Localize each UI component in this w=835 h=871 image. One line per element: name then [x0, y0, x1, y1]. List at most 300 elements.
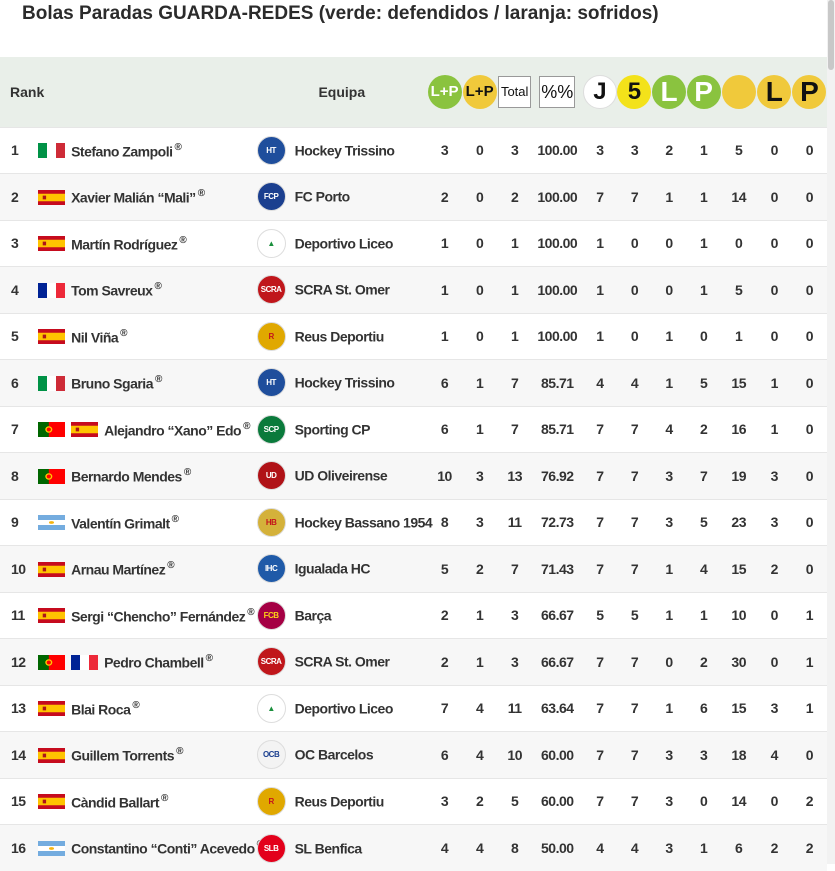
- l-conceded-header[interactable]: [757, 57, 792, 127]
- player-cell[interactable]: [38, 546, 257, 593]
- flag-it-icon: [38, 376, 65, 391]
- five-cell: 7: [617, 406, 651, 453]
- games-cell: 7: [582, 639, 617, 686]
- team-cell[interactable]: [257, 639, 427, 686]
- games-cell: 7: [582, 778, 617, 825]
- lp-defended-cell: 5: [427, 546, 462, 593]
- five-cell: 7: [617, 732, 651, 779]
- team-cell[interactable]: [257, 778, 427, 825]
- p-conceded-cell: 0: [792, 546, 827, 593]
- registered-icon: ®: [167, 560, 174, 571]
- team-cell[interactable]: [257, 174, 427, 221]
- player-cell[interactable]: [38, 778, 257, 825]
- lp-conceded-cell: 3: [462, 453, 497, 500]
- games-cell: 7: [582, 685, 617, 732]
- team-logo-icon: HB: [257, 508, 286, 537]
- team-name[interactable]: SL Benfica: [295, 840, 362, 856]
- lp-defended-cell: 2: [427, 592, 462, 639]
- team-name[interactable]: FC Porto: [295, 189, 350, 205]
- flag-es-icon: [38, 562, 65, 577]
- p-defended-cell: 0: [687, 313, 721, 360]
- games-cell: 7: [582, 546, 617, 593]
- lp-conceded-cell: 3: [462, 499, 497, 546]
- total-cell: 11: [497, 685, 532, 732]
- games-cell: 7: [582, 453, 617, 500]
- registered-icon: ®: [155, 374, 162, 385]
- registered-icon: ®: [179, 235, 186, 246]
- games-cell: 7: [582, 174, 617, 221]
- five-cell: 7: [617, 499, 651, 546]
- p-green-icon: P: [687, 75, 721, 109]
- player-name[interactable]: Bruno Sgaria: [71, 375, 153, 391]
- yellow-cell: 23: [721, 499, 757, 546]
- games-cell: 5: [582, 592, 617, 639]
- team-cell[interactable]: [257, 592, 427, 639]
- lp-defended-cell: 2: [427, 639, 462, 686]
- p-conceded-cell: 2: [792, 778, 827, 825]
- rank-cell: 13: [0, 685, 38, 732]
- lp-defended-cell: 1: [427, 313, 462, 360]
- team-name[interactable]: OC Barcelos: [295, 747, 374, 763]
- lp-green-icon: L+P: [428, 75, 462, 109]
- l-defended-cell: 1: [652, 546, 687, 593]
- pct-cell: 63.64: [532, 685, 582, 732]
- lp-defended-header[interactable]: [427, 57, 462, 127]
- total-header[interactable]: [497, 57, 532, 127]
- lp-conceded-cell: 4: [462, 732, 497, 779]
- scrollbar[interactable]: [827, 0, 835, 864]
- five-cell: 5: [617, 592, 651, 639]
- yellow-cell: 19: [721, 453, 757, 500]
- p-conceded-cell: 1: [792, 592, 827, 639]
- games-cell: 7: [582, 406, 617, 453]
- yellow-cell: 1: [721, 313, 757, 360]
- pct-cell: 71.43: [532, 546, 582, 593]
- five-cell: 3: [617, 127, 651, 174]
- table-row[interactable]: [0, 499, 827, 546]
- p-conceded-cell: 0: [792, 220, 827, 267]
- team-cell[interactable]: [257, 546, 427, 593]
- pct-cell: 100.00: [532, 267, 582, 314]
- yellow-cell: 15: [721, 685, 757, 732]
- registered-icon: ®: [154, 281, 161, 292]
- player-name[interactable]: Martín Rodríguez: [71, 236, 177, 252]
- team-name[interactable]: Deportivo Liceo: [295, 700, 393, 716]
- team-logo-icon: UD: [257, 461, 286, 490]
- l-defended-cell: 2: [652, 127, 687, 174]
- table-row[interactable]: [0, 685, 827, 732]
- flag-es-icon: [38, 236, 65, 251]
- p-defended-cell: 2: [687, 406, 721, 453]
- scrollbar-thumb[interactable]: [828, 0, 834, 70]
- player-cell[interactable]: [38, 127, 257, 174]
- total-cell: 13: [497, 453, 532, 500]
- table-row[interactable]: [0, 546, 827, 593]
- five-cell: 7: [617, 685, 651, 732]
- games-cell: 4: [582, 825, 617, 871]
- p-yellow-icon: P: [792, 75, 826, 109]
- rank-cell: 2: [0, 174, 38, 221]
- team-header[interactable]: Equipa: [257, 57, 427, 127]
- l-defended-cell: 0: [652, 267, 687, 314]
- lp-conceded-cell: 0: [462, 267, 497, 314]
- lp-conceded-cell: 4: [462, 825, 497, 871]
- player-name[interactable]: Bernardo Mendes: [71, 468, 182, 484]
- percent-icon: %%: [539, 76, 575, 108]
- p-defended-cell: 1: [687, 174, 721, 221]
- lp-defended-cell: 6: [427, 360, 462, 407]
- total-cell: 7: [497, 546, 532, 593]
- total-cell: 11: [497, 499, 532, 546]
- flag-es-icon: [38, 190, 65, 205]
- team-name[interactable]: UD Oliveirense: [295, 468, 388, 484]
- l-conceded-cell: 2: [757, 546, 792, 593]
- table-row[interactable]: [0, 267, 827, 314]
- team-logo-icon: SCP: [257, 415, 286, 444]
- team-name[interactable]: Reus Deportiu: [295, 328, 384, 344]
- team-logo-icon: HT: [257, 368, 286, 397]
- pct-cell: 100.00: [532, 313, 582, 360]
- l-defended-cell: 1: [652, 592, 687, 639]
- p-defended-cell: 4: [687, 546, 721, 593]
- player-header: [38, 57, 257, 127]
- total-cell: 3: [497, 639, 532, 686]
- yellow-cell: 15: [721, 546, 757, 593]
- l-defended-header[interactable]: [652, 57, 687, 127]
- l-conceded-cell: 3: [757, 453, 792, 500]
- total-cell: 1: [497, 220, 532, 267]
- team-name[interactable]: Barça: [295, 607, 331, 623]
- p-defended-header[interactable]: [687, 57, 721, 127]
- l-defended-cell: 3: [652, 499, 687, 546]
- player-cell[interactable]: [38, 825, 257, 871]
- total-cell: 3: [497, 127, 532, 174]
- rank-cell: 11: [0, 592, 38, 639]
- flag-pt-icon: [38, 655, 65, 670]
- pct-cell: 76.92: [532, 453, 582, 500]
- player-name[interactable]: Valentín Grimalt: [71, 515, 170, 531]
- five-cell: 7: [617, 174, 651, 221]
- lp-conceded-cell: 1: [462, 592, 497, 639]
- rank-cell: 10: [0, 546, 38, 593]
- total-cell: 7: [497, 406, 532, 453]
- team-cell[interactable]: [257, 685, 427, 732]
- team-name[interactable]: SCRA St. Omer: [295, 654, 390, 670]
- yellow-cell: 14: [721, 778, 757, 825]
- rank-cell: 12: [0, 639, 38, 686]
- l-conceded-cell: 0: [757, 174, 792, 221]
- table-row[interactable]: [0, 639, 827, 686]
- team-logo-icon: ▲: [257, 694, 286, 723]
- player-cell[interactable]: [38, 453, 257, 500]
- player-name[interactable]: Blai Roca: [71, 701, 130, 717]
- team-cell[interactable]: [257, 406, 427, 453]
- registered-icon: ®: [198, 188, 205, 199]
- games-cell: 1: [582, 313, 617, 360]
- l-conceded-cell: 0: [757, 127, 792, 174]
- player-cell[interactable]: [38, 267, 257, 314]
- flag-pt-icon: [38, 422, 65, 437]
- player-name[interactable]: Tom Savreux: [71, 282, 152, 298]
- team-name[interactable]: Deportivo Liceo: [295, 235, 393, 251]
- registered-icon: ®: [161, 793, 168, 804]
- player-cell[interactable]: [38, 592, 257, 639]
- lp-conceded-header[interactable]: [462, 57, 497, 127]
- l-conceded-cell: 1: [757, 360, 792, 407]
- l-yellow-icon: L: [757, 75, 791, 109]
- registered-icon: ®: [243, 421, 250, 432]
- table-row[interactable]: [0, 825, 827, 871]
- lp-conceded-cell: 1: [462, 406, 497, 453]
- rank-cell: 4: [0, 267, 38, 314]
- player-name[interactable]: Arnau Martínez: [71, 561, 165, 577]
- player-cell[interactable]: [38, 499, 257, 546]
- p-defended-cell: 1: [687, 220, 721, 267]
- registered-icon: ®: [120, 328, 127, 339]
- p-conceded-header[interactable]: [792, 57, 827, 127]
- five-cell: 0: [617, 313, 651, 360]
- l-conceded-cell: 1: [757, 406, 792, 453]
- player-name[interactable]: Nil Viña: [71, 329, 118, 345]
- team-cell[interactable]: [257, 732, 427, 779]
- table-row[interactable]: [0, 453, 827, 500]
- team-name[interactable]: Hockey Trissino: [295, 375, 395, 391]
- pct-cell: 72.73: [532, 499, 582, 546]
- p-defended-cell: 1: [687, 127, 721, 174]
- lp-yellow-icon: L+P: [463, 75, 497, 109]
- player-cell[interactable]: [38, 360, 257, 407]
- team-cell[interactable]: [257, 220, 427, 267]
- l-defended-cell: 1: [652, 174, 687, 221]
- total-cell: 2: [497, 174, 532, 221]
- l-defended-cell: 3: [652, 732, 687, 779]
- pct-header[interactable]: [532, 57, 582, 127]
- player-cell[interactable]: [38, 406, 257, 453]
- goalkeeper-stats-table: [0, 57, 827, 871]
- player-cell[interactable]: [38, 313, 257, 360]
- lp-conceded-cell: 2: [462, 778, 497, 825]
- pct-cell: 100.00: [532, 220, 582, 267]
- yellow-cell: 10: [721, 592, 757, 639]
- total-cell: 7: [497, 360, 532, 407]
- five-cell: 0: [617, 220, 651, 267]
- games-cell: 7: [582, 732, 617, 779]
- five-cell: 4: [617, 360, 651, 407]
- games-cell: 1: [582, 267, 617, 314]
- team-cell[interactable]: [257, 499, 427, 546]
- player-cell[interactable]: [38, 732, 257, 779]
- rank-cell: 7: [0, 406, 38, 453]
- team-cell[interactable]: [257, 267, 427, 314]
- team-cell[interactable]: [257, 360, 427, 407]
- registered-icon: ®: [184, 467, 191, 478]
- team-logo-icon: SLB: [257, 834, 286, 863]
- team-name[interactable]: Reus Deportiu: [295, 793, 384, 809]
- player-cell[interactable]: [38, 685, 257, 732]
- registered-icon: ®: [206, 653, 213, 664]
- team-cell[interactable]: [257, 313, 427, 360]
- p-conceded-cell: 2: [792, 825, 827, 871]
- team-cell[interactable]: [257, 453, 427, 500]
- rank-cell: 9: [0, 499, 38, 546]
- table-row[interactable]: [0, 127, 827, 174]
- p-defended-cell: 1: [687, 267, 721, 314]
- flag-es-icon: [38, 608, 65, 623]
- p-conceded-cell: 0: [792, 732, 827, 779]
- pct-cell: 60.00: [532, 778, 582, 825]
- l-conceded-cell: 0: [757, 778, 792, 825]
- rank-cell: 8: [0, 453, 38, 500]
- yellow-cell: 14: [721, 174, 757, 221]
- l-conceded-cell: 0: [757, 313, 792, 360]
- player-name[interactable]: Stefano Zampoli: [71, 143, 172, 159]
- pct-cell: 85.71: [532, 360, 582, 407]
- pct-cell: 100.00: [532, 174, 582, 221]
- l-conceded-cell: 4: [757, 732, 792, 779]
- rank-header[interactable]: Rank: [0, 57, 38, 127]
- l-conceded-cell: 3: [757, 685, 792, 732]
- total-icon: Total: [498, 76, 531, 108]
- flag-es-icon: [38, 701, 65, 716]
- registered-icon: ®: [247, 607, 254, 618]
- team-logo-icon: FCP: [257, 182, 286, 211]
- lp-conceded-cell: 1: [462, 360, 497, 407]
- player-name[interactable]: Pedro Chambell: [104, 654, 204, 670]
- player-cell[interactable]: [38, 220, 257, 267]
- yellow-cell: 15: [721, 360, 757, 407]
- p-defended-cell: 7: [687, 453, 721, 500]
- table-row[interactable]: [0, 220, 827, 267]
- player-cell[interactable]: [38, 174, 257, 221]
- team-logo-icon: R: [257, 787, 286, 816]
- total-cell: 1: [497, 267, 532, 314]
- p-conceded-cell: 0: [792, 127, 827, 174]
- lp-defended-cell: 2: [427, 174, 462, 221]
- table-row[interactable]: [0, 174, 827, 221]
- p-defended-cell: 5: [687, 499, 721, 546]
- lp-conceded-cell: 0: [462, 174, 497, 221]
- p-defended-cell: 6: [687, 685, 721, 732]
- flag-fr-icon: [71, 655, 98, 670]
- team-logo-icon: IHC: [257, 554, 286, 583]
- pct-cell: 66.67: [532, 639, 582, 686]
- l-conceded-cell: 2: [757, 825, 792, 871]
- five-cell: 7: [617, 639, 651, 686]
- l-conceded-cell: 0: [757, 639, 792, 686]
- lp-defended-cell: 6: [427, 406, 462, 453]
- player-name[interactable]: Guillem Torrents: [71, 747, 174, 763]
- l-defended-cell: 1: [652, 313, 687, 360]
- team-cell[interactable]: [257, 825, 427, 871]
- lp-conceded-cell: 1: [462, 639, 497, 686]
- games-cell: 1: [582, 220, 617, 267]
- player-name[interactable]: Alejandro “Xano” Edo: [104, 422, 241, 438]
- flag-es-icon: [38, 794, 65, 809]
- lp-conceded-cell: 2: [462, 546, 497, 593]
- yellow-blank-header[interactable]: [721, 57, 757, 127]
- lp-conceded-cell: 0: [462, 127, 497, 174]
- rank-cell: 16: [0, 825, 38, 871]
- five-cell: 7: [617, 778, 651, 825]
- rank-cell: 3: [0, 220, 38, 267]
- p-conceded-cell: 0: [792, 360, 827, 407]
- lp-conceded-cell: 0: [462, 220, 497, 267]
- player-name[interactable]: Sergi “Chencho” Fernández: [71, 608, 245, 624]
- team-name[interactable]: Hockey Bassano 1954: [295, 514, 433, 530]
- player-name[interactable]: Constantino “Conti” Acevedo: [71, 841, 255, 857]
- flag-es-icon: [71, 422, 98, 437]
- team-cell[interactable]: [257, 127, 427, 174]
- lp-defended-cell: 3: [427, 127, 462, 174]
- table-row[interactable]: [0, 778, 827, 825]
- l-defended-cell: 3: [652, 453, 687, 500]
- page-title: Bolas Paradas GUARDA-REDES (verde: defendidos / laranja: sofridos): [22, 3, 659, 25]
- pct-cell: 85.71: [532, 406, 582, 453]
- team-logo-icon: HT: [257, 136, 286, 165]
- yellow-cell: 5: [721, 267, 757, 314]
- player-name[interactable]: Càndid Ballart: [71, 794, 159, 810]
- five-cell: 4: [617, 825, 651, 871]
- team-name[interactable]: SCRA St. Omer: [295, 282, 390, 298]
- l-defended-cell: 4: [652, 406, 687, 453]
- five-cell: 0: [617, 267, 651, 314]
- l-green-icon: L: [652, 75, 686, 109]
- registered-icon: ®: [132, 700, 139, 711]
- team-logo-icon: ▲: [257, 229, 286, 258]
- team-logo-icon: R: [257, 322, 286, 351]
- p-defended-cell: 1: [687, 592, 721, 639]
- table-row[interactable]: [0, 406, 827, 453]
- player-cell[interactable]: [38, 639, 257, 686]
- table-row[interactable]: [0, 360, 827, 407]
- pct-cell: 100.00: [532, 127, 582, 174]
- games-cell: 7: [582, 499, 617, 546]
- lp-defended-cell: 3: [427, 778, 462, 825]
- lp-defended-cell: 8: [427, 499, 462, 546]
- yellow-cell: 6: [721, 825, 757, 871]
- player-name[interactable]: Xavier Malián “Mali”: [71, 189, 196, 205]
- games-header[interactable]: [582, 57, 617, 127]
- registered-icon: ®: [172, 514, 179, 525]
- rank-cell: 14: [0, 732, 38, 779]
- team-name[interactable]: Igualada HC: [295, 561, 370, 577]
- flag-ar-icon: [38, 515, 65, 530]
- team-name[interactable]: Hockey Trissino: [295, 142, 395, 158]
- l-conceded-cell: 0: [757, 220, 792, 267]
- yellow-blank-icon: [722, 75, 756, 109]
- lp-defended-cell: 6: [427, 732, 462, 779]
- table-row[interactable]: [0, 592, 827, 639]
- total-cell: 10: [497, 732, 532, 779]
- yellow-cell: 0: [721, 220, 757, 267]
- table-row[interactable]: [0, 732, 827, 779]
- pct-cell: 50.00: [532, 825, 582, 871]
- p-conceded-cell: 0: [792, 406, 827, 453]
- five-header[interactable]: [617, 57, 651, 127]
- l-defended-cell: 0: [652, 220, 687, 267]
- l-conceded-cell: 0: [757, 592, 792, 639]
- j-icon: J: [583, 75, 617, 109]
- rank-cell: 6: [0, 360, 38, 407]
- l-defended-cell: 3: [652, 825, 687, 871]
- header-row: [0, 57, 827, 127]
- five-cell: 7: [617, 453, 651, 500]
- p-conceded-cell: 0: [792, 174, 827, 221]
- lp-defended-cell: 4: [427, 825, 462, 871]
- table-row[interactable]: [0, 313, 827, 360]
- team-name[interactable]: Sporting CP: [295, 421, 370, 437]
- total-cell: 8: [497, 825, 532, 871]
